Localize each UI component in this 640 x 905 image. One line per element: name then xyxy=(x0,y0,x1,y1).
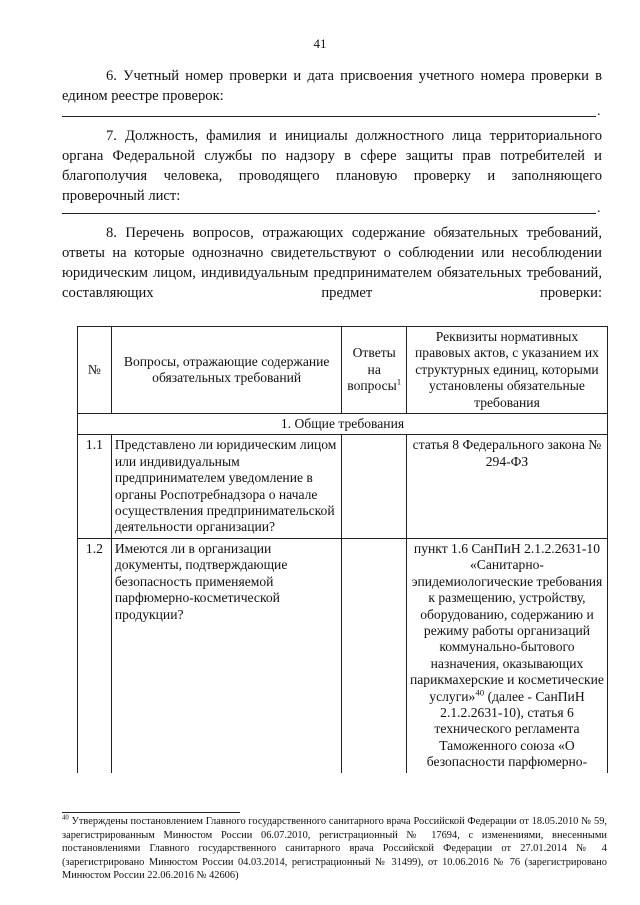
row-2-reference xyxy=(406,538,607,772)
row-2-no: 1.2 xyxy=(78,538,112,772)
row-2-question: Имеются ли в организации документы, подтверждающие безопасность применяемой парфюмерно-косметической продукции? xyxy=(111,538,342,772)
item-7-fill-line xyxy=(62,213,596,214)
row-2-reference-part2: (далее - СанПиН 2.1.2.2631-10), статья 6 технического регламента Таможенного союза «О безопасности парфюмерно- xyxy=(426,688,588,770)
item-6-fill-dot: . xyxy=(597,104,601,119)
header-references: Реквизиты нормативных правовых актов, с указанием их структурных единиц, которыми установлены обязательные требования xyxy=(406,327,607,414)
requirements-table xyxy=(77,326,608,773)
header-answers-sup: 1 xyxy=(396,376,402,387)
header-no: № xyxy=(78,327,112,414)
section-row xyxy=(78,414,608,435)
page-number: 41 xyxy=(313,36,327,51)
table-row xyxy=(78,538,608,772)
footnote-divider xyxy=(62,812,240,813)
row-2-reference-part1: пункт 1.6 СанПиН 2.1.2.2631-10 «Санитарно-эпидемиологические требования к размещению, устройству, оборудованию, содержанию и режиму работы организаций коммунально-бытового назначения, оказывающих парикмахерские и косметические услуги» xyxy=(410,540,604,704)
row-1-no: 1.1 xyxy=(78,435,112,538)
item-7-fill-dot: . xyxy=(597,201,601,216)
table-header-row xyxy=(78,327,608,414)
row-1-answer xyxy=(342,435,406,538)
section-title: 1. Общие требования xyxy=(78,414,608,435)
footnote-marker: 40 xyxy=(62,814,69,822)
header-questions: Вопросы, отражающие содержание обязательных требований xyxy=(111,327,342,414)
header-answers xyxy=(342,327,406,414)
row-1-reference: статья 8 Федерального закона № 294-ФЗ xyxy=(406,435,607,538)
item-6-text: 6. Учетный номер проверки и дата присвоения учетного номера проверки в едином реестре проверок: xyxy=(62,68,602,104)
item-7-text: 7. Должность, фамилия и инициалы должностного лица территориального органа Федеральной службы по надзору в сфере защиты прав потребителей и благополучия человека, проводящего плановую проверку и заполняющего проверочный лист: xyxy=(62,128,602,204)
item-8-text: 8. Перечень вопросов, отражающих содержание обязательных требований, ответы на которые однозначно свидетельствуют о соблюдении или несоблюдении юридическим лицом, индивидуальным предпринимателем обязательных требований, составляющих предмет проверки: xyxy=(62,225,602,301)
row-2-answer xyxy=(342,538,406,772)
row-2-reference-sup: 40 xyxy=(475,687,485,697)
footnote xyxy=(62,815,607,883)
item-6-fill-line xyxy=(62,116,596,117)
footnote-text: Утверждены постановлением Главного государственного санитарного врача Российской Федерации от 18.05.2010 № 59, зарегистрированным Минюстом России 06.07.2010, регистрационный № 17694, с изменениями, внесенными постановлениями Главного государственного санитарного врача Российской Федерации от 27.01.2014 № 4 (зарегистрировано Минюстом России 04.03.2014, регистрационный № 31499), от 10.06.2016 № 76 (зарегистрировано Минюстом России 22.06.2016 № 42606) xyxy=(62,816,607,882)
header-answers-label: Ответы на вопросы xyxy=(347,345,397,394)
table-row xyxy=(78,435,608,538)
row-1-question: Представлено ли юридическим лицом или индивидуальным предпринимателем уведомление в органы Роспотребнадзора о начале осуществления предпринимательской деятельности организации? xyxy=(111,435,342,538)
